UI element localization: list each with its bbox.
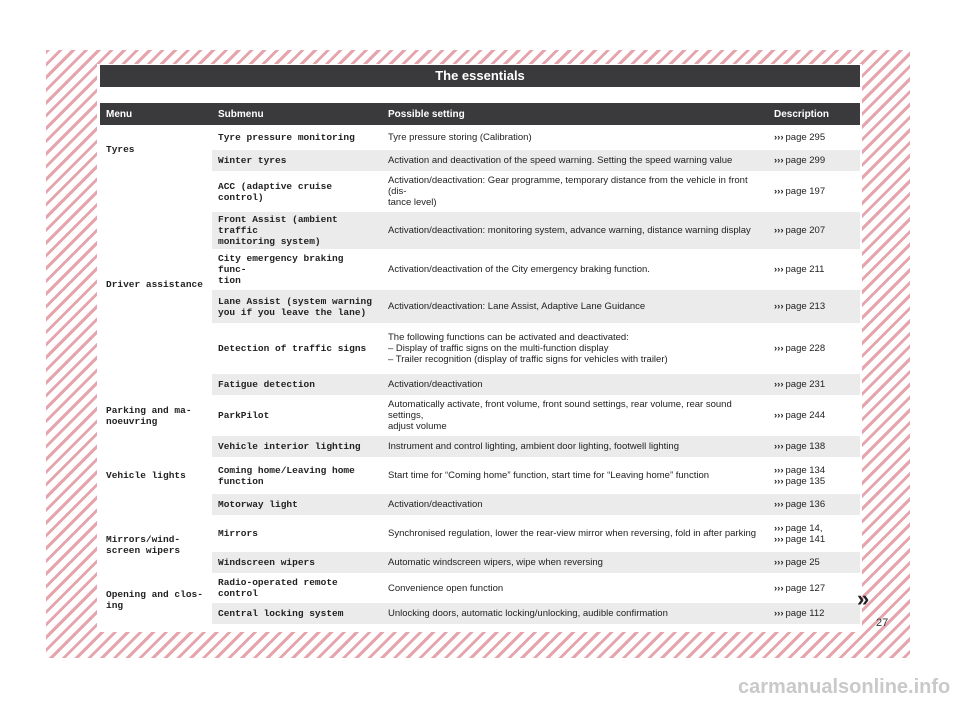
- menu-cell: Driver assistance: [100, 173, 212, 395]
- table-row: [100, 127, 860, 148]
- table-row: [100, 603, 860, 624]
- page-reference-text: page 134: [785, 464, 826, 476]
- menu-cell: Mirrors/wind- screen wipers: [100, 517, 212, 573]
- page-reference-link[interactable]: [774, 499, 854, 510]
- page-reference-link[interactable]: [774, 225, 854, 236]
- page-ref-cell: [768, 173, 860, 210]
- page-reference-link[interactable]: [774, 583, 854, 594]
- page-reference-text: page 141: [785, 533, 826, 545]
- page-reference-link[interactable]: [774, 523, 854, 534]
- page-reference-text: page 138: [785, 441, 826, 452]
- chevron-right-icon: ›››: [774, 186, 784, 197]
- table-row: [100, 150, 860, 171]
- setting-cell: Automatically activate, front volume, front sound settings, rear volume, rear sound settings, adjust volume: [382, 397, 768, 434]
- submenu-cell: Central locking system: [212, 603, 382, 624]
- page-ref-cell: [768, 150, 860, 171]
- chevron-right-icon: ›››: [774, 301, 784, 312]
- chevron-right-icon: ›››: [774, 155, 784, 166]
- page-reference-text: page 299: [785, 155, 826, 166]
- submenu-cell: Lane Assist (system warning you if you leave the lane): [212, 290, 382, 323]
- page-number: 27: [876, 617, 889, 629]
- chevron-right-icon: ›››: [774, 533, 784, 545]
- table-body: [100, 127, 860, 624]
- chevron-right-icon: ›››: [774, 475, 784, 487]
- page-reference-link[interactable]: [774, 186, 854, 197]
- page-reference-link[interactable]: [774, 343, 854, 354]
- page-reference-link[interactable]: [774, 608, 854, 619]
- submenu-cell: Tyre pressure monitoring: [212, 127, 382, 148]
- chevron-right-icon: ›››: [774, 343, 784, 354]
- column-header-submenu: Submenu: [212, 103, 382, 125]
- page-ref-cell: [768, 603, 860, 624]
- page-ref-cell: [768, 251, 860, 288]
- setting-cell: Start time for “Coming home” function, start time for “Leaving home” function: [382, 459, 768, 492]
- setting-cell: Tyre pressure storing (Calibration): [382, 127, 768, 148]
- submenu-cell: Vehicle interior lighting: [212, 436, 382, 457]
- setting-cell: Automatic windscreen wipers, wipe when reversing: [382, 552, 768, 573]
- setting-cell: Synchronised regulation, lower the rear-view mirror when reversing, fold in after parking: [382, 517, 768, 550]
- setting-cell: Activation/deactivation: monitoring system, advance warning, distance warning display: [382, 212, 768, 249]
- table-row: [100, 459, 860, 492]
- table-row: [100, 173, 860, 210]
- page-reference-text: page 228: [785, 343, 826, 354]
- setting-cell: Activation/deactivation: [382, 494, 768, 515]
- submenu-cell: Mirrors: [212, 517, 382, 550]
- table-row: [100, 517, 860, 550]
- page-reference-text: page 207: [785, 225, 826, 236]
- page-reference-text: page 136: [785, 499, 826, 510]
- page-reference-text: page 127: [785, 582, 826, 594]
- submenu-cell: Fatigue detection: [212, 374, 382, 395]
- table-row: [100, 436, 860, 457]
- table-row: [100, 494, 860, 515]
- menu-cell: Parking and ma- noeuvring: [100, 397, 212, 434]
- page-reference-text: page 213: [785, 301, 826, 312]
- setting-cell: Convenience open function: [382, 575, 768, 601]
- submenu-cell: Winter tyres: [212, 150, 382, 171]
- section-title: The essentials: [100, 65, 860, 87]
- submenu-cell: Motorway light: [212, 494, 382, 515]
- chevron-right-icon: ›››: [774, 132, 784, 143]
- page-reference-link[interactable]: [774, 155, 854, 166]
- submenu-cell: Detection of traffic signs: [212, 325, 382, 372]
- table-row: [100, 325, 860, 372]
- table-row: [100, 397, 860, 434]
- page-reference-link[interactable]: [774, 465, 854, 476]
- page-reference-text: page 112: [785, 608, 825, 619]
- page-reference-link[interactable]: [774, 379, 854, 390]
- chevron-right-icon: ›››: [774, 379, 784, 390]
- submenu-cell: Radio-operated remote control: [212, 575, 382, 601]
- page-reference-link[interactable]: [774, 441, 854, 452]
- page-ref-cell: [768, 374, 860, 395]
- submenu-cell: ACC (adaptive cruise control): [212, 173, 382, 210]
- submenu-cell: Coming home/Leaving home function: [212, 459, 382, 492]
- page-reference-link[interactable]: [774, 301, 854, 312]
- continue-arrow-icon: »: [857, 586, 870, 611]
- chevron-right-icon: ›››: [774, 464, 784, 476]
- chevron-right-icon: ›››: [774, 582, 784, 594]
- table-header-row: [100, 103, 860, 125]
- page-ref-cell: [768, 290, 860, 323]
- menu-cell: Vehicle lights: [100, 436, 212, 515]
- page-reference-text: page 231: [785, 379, 826, 390]
- submenu-cell: ParkPilot: [212, 397, 382, 434]
- chevron-right-icon: ›››: [774, 410, 784, 421]
- setting-cell: Activation/deactivation of the City emergency braking function.: [382, 251, 768, 288]
- page-reference-text: page 244: [785, 410, 826, 421]
- page-reference-link[interactable]: [774, 264, 854, 275]
- page-reference-text: page 211: [785, 264, 825, 275]
- page-reference-link[interactable]: [774, 557, 854, 568]
- page-reference-link[interactable]: [774, 410, 854, 421]
- page-reference-text: page 25: [785, 557, 820, 568]
- submenu-cell: Front Assist (ambient traffic monitoring system): [212, 212, 382, 249]
- page-ref-cell: [768, 212, 860, 249]
- column-header-menu: Menu: [100, 103, 212, 125]
- page-ref-cell: [768, 325, 860, 372]
- submenu-cell: City emergency braking func- tion: [212, 251, 382, 288]
- column-header-description: Description: [768, 103, 860, 125]
- setting-cell: Unlocking doors, automatic locking/unlocking, audible confirmation: [382, 603, 768, 624]
- setting-cell: Activation and deactivation of the speed warning. Setting the speed warning value: [382, 150, 768, 171]
- page-ref-cell: [768, 517, 860, 550]
- page-reference-text: page 295: [785, 132, 826, 143]
- page-reference-text: page 197: [785, 186, 826, 197]
- page-ref-cell: [768, 494, 860, 515]
- table-row: [100, 575, 860, 601]
- page-reference-link[interactable]: [774, 534, 854, 545]
- chevron-right-icon: ›››: [774, 522, 784, 534]
- page-reference-link[interactable]: [774, 132, 854, 143]
- table-row: [100, 552, 860, 573]
- setting-cell: The following functions can be activated and deactivated: – Display of traffic signs on the multi-function display – Trailer recognition (display of traffic signs for vehicles with trailer): [382, 325, 768, 372]
- table-row: [100, 251, 860, 288]
- page-ref-cell: [768, 552, 860, 573]
- page-reference-text: page 135: [785, 475, 826, 487]
- column-header-setting: Possible setting: [382, 103, 768, 125]
- page-ref-cell: [768, 436, 860, 457]
- table-row: [100, 374, 860, 395]
- page-ref-cell: [768, 397, 860, 434]
- page-ref-cell: [768, 575, 860, 601]
- table-row: [100, 290, 860, 323]
- page-ref-cell: [768, 127, 860, 148]
- settings-table: [100, 101, 860, 626]
- menu-cell: Opening and clos- ing: [100, 575, 212, 624]
- chevron-right-icon: ›››: [774, 608, 784, 619]
- setting-cell: Activation/deactivation: Gear programme, temporary distance from the vehicle in front (dis- tance level): [382, 173, 768, 210]
- chevron-right-icon: ›››: [774, 264, 784, 275]
- page-reference-link[interactable]: [774, 476, 854, 487]
- table-row: [100, 212, 860, 249]
- page-ref-cell: [768, 459, 860, 492]
- chevron-right-icon: ›››: [774, 225, 784, 236]
- setting-cell: Instrument and control lighting, ambient door lighting, footwell lighting: [382, 436, 768, 457]
- setting-cell: Activation/deactivation: [382, 374, 768, 395]
- submenu-cell: Windscreen wipers: [212, 552, 382, 573]
- menu-cell: Tyres: [100, 127, 212, 171]
- watermark: carmanualsonline.info: [738, 676, 951, 698]
- page-reference-text: page 14,: [785, 522, 823, 534]
- chevron-right-icon: ›››: [774, 557, 784, 568]
- setting-cell: Activation/deactivation: Lane Assist, Adaptive Lane Guidance: [382, 290, 768, 323]
- chevron-right-icon: ›››: [774, 499, 784, 510]
- chevron-right-icon: ›››: [774, 441, 784, 452]
